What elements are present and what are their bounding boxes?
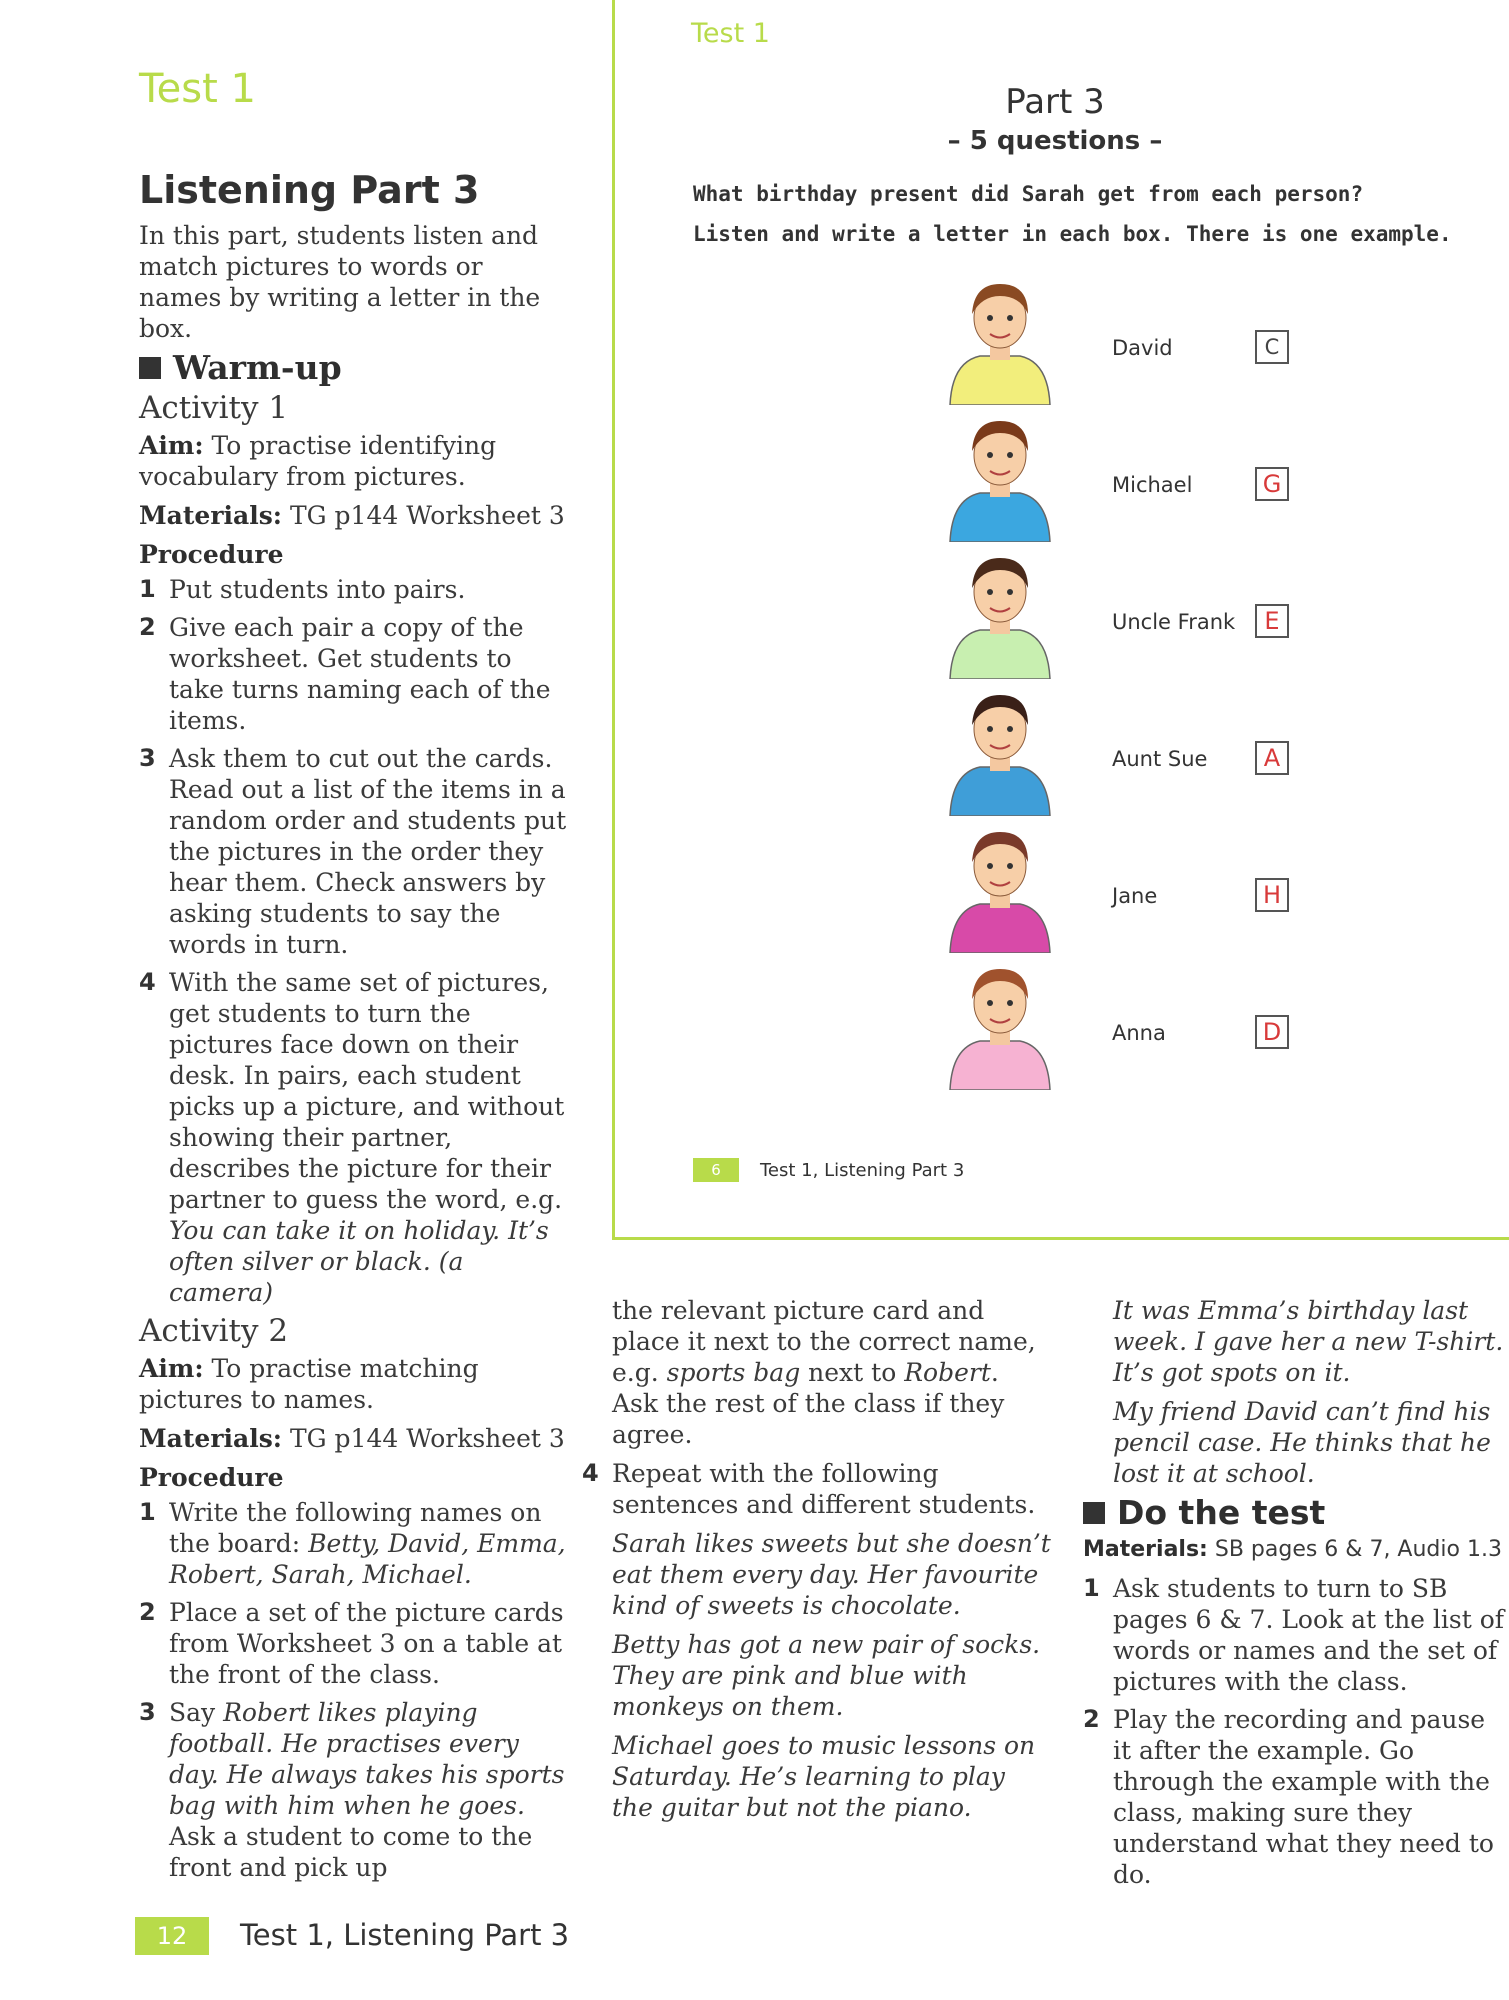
step-text: Play the recording and pause it after the example. Go through the example with the class, making sure they understand what they need to do. bbox=[1113, 1705, 1494, 1889]
example-sentence: It was Emma’s birthday last week. I gave her a new T-shirt. It’s got spots on it. bbox=[1113, 1296, 1504, 1387]
step-number: 2 bbox=[1083, 1705, 1100, 1733]
footer-title: Test 1, Listening Part 3 bbox=[240, 1918, 570, 1952]
section-title: Listening Part 3 bbox=[139, 168, 480, 212]
activity2-aim bbox=[139, 1353, 569, 1415]
person-picture bbox=[940, 681, 1060, 820]
text-part: the relevant picture card and place it next to the correct name, e.g. bbox=[612, 1296, 1036, 1387]
step-text-plain: Say bbox=[169, 1698, 224, 1727]
step-text-plain: With the same set of pictures, get students to turn the pictures face down on their desk. In pairs, each student picks up a picture, and without showing their partner, describes the picture for their partner to guess the word, e.g. bbox=[169, 968, 565, 1214]
activity1-aim bbox=[139, 430, 569, 492]
person-picture bbox=[940, 544, 1060, 683]
step-text bbox=[169, 1497, 569, 1590]
activity1-materials bbox=[139, 500, 569, 531]
warmup-heading-label: Warm-up bbox=[173, 348, 342, 387]
activity2-title: Activity 2 bbox=[139, 1313, 289, 1349]
continued-step-text bbox=[612, 1295, 1052, 1450]
aim-label: Aim: bbox=[139, 1354, 204, 1383]
materials-label: Materials: bbox=[139, 1424, 282, 1453]
list-item bbox=[139, 967, 569, 1308]
aim-text: To practise identifying vocabulary from pictures. bbox=[139, 431, 497, 491]
list-item bbox=[139, 1597, 569, 1690]
example-sentence: Robert likes playing football. He practises every day. He always takes his sports bag with him when he goes. bbox=[169, 1698, 565, 1820]
answer-box[interactable]: C bbox=[1255, 330, 1289, 364]
list-item bbox=[582, 1458, 1052, 1520]
sb-page-number: 6 bbox=[693, 1158, 739, 1182]
step-number: 1 bbox=[1083, 1574, 1100, 1602]
step-text bbox=[169, 967, 569, 1308]
page-number: 12 bbox=[135, 1917, 209, 1955]
step-number: 3 bbox=[139, 744, 156, 772]
answer-box[interactable]: A bbox=[1255, 741, 1289, 775]
names-list: Betty, David, Emma, Robert, Sarah, Michael. bbox=[169, 1529, 566, 1589]
activity2-materials bbox=[139, 1423, 569, 1454]
sb-part-title: Part 3 bbox=[1005, 82, 1105, 122]
activity2-procedure-label: Procedure bbox=[139, 1463, 284, 1492]
sb-question-count: – 5 questions – bbox=[947, 126, 1163, 156]
step-text: Ask students to turn to SB pages 6 & 7. Look at the list of words or names and the set of pictures with the class. bbox=[1113, 1574, 1505, 1696]
left-column bbox=[139, 168, 569, 1891]
square-bullet-icon bbox=[1083, 1502, 1105, 1524]
person-name: Uncle Frank bbox=[1112, 610, 1236, 634]
step-text: Put students into pairs. bbox=[169, 575, 466, 604]
step-text-rest: Ask a student to come to the front and pick up bbox=[169, 1822, 533, 1882]
materials-text: TG p144 Worksheet 3 bbox=[282, 1424, 565, 1453]
step-number: 1 bbox=[139, 1498, 156, 1526]
warmup-heading bbox=[139, 348, 569, 387]
step-text bbox=[169, 1697, 569, 1883]
do-test-steps bbox=[1083, 1573, 1509, 1890]
test-header: Test 1 bbox=[139, 66, 256, 112]
person-name: David bbox=[1112, 336, 1173, 360]
person-picture bbox=[940, 270, 1060, 409]
person-picture bbox=[940, 955, 1060, 1094]
list-item bbox=[139, 1497, 569, 1590]
do-the-test-label: Do the test bbox=[1117, 1493, 1326, 1532]
example-sentence: Sarah likes sweets but she doesn’t eat them every day. Her favourite kind of sweets is chocolate. bbox=[612, 1529, 1051, 1620]
sb-instruction-2: Listen and write a letter in each box. There is one example. bbox=[693, 222, 1452, 246]
square-bullet-icon bbox=[139, 357, 161, 379]
person-name: Anna bbox=[1112, 1021, 1166, 1045]
sb-test-label: Test 1 bbox=[691, 18, 770, 49]
step-text: Repeat with the following sentences and different students. bbox=[612, 1459, 1036, 1519]
materials-text: SB pages 6 & 7, Audio 1.3 bbox=[1207, 1537, 1502, 1562]
activity1-steps bbox=[139, 574, 569, 1308]
student-book-page bbox=[612, 0, 1509, 1240]
list-item bbox=[1083, 1573, 1509, 1697]
list-item bbox=[139, 612, 569, 736]
step-number: 2 bbox=[139, 1598, 156, 1626]
answer-box[interactable]: G bbox=[1255, 467, 1289, 501]
answer-box[interactable]: H bbox=[1255, 878, 1289, 912]
do-test-materials bbox=[1083, 1534, 1509, 1565]
step-text-plain: Write the following names on the board: bbox=[169, 1498, 542, 1558]
step-text: Give each pair a copy of the worksheet. Get students to take turns naming each of the items. bbox=[169, 613, 551, 735]
list-item bbox=[139, 743, 569, 960]
step-number: 2 bbox=[139, 613, 156, 641]
answer-box[interactable]: D bbox=[1255, 1015, 1289, 1049]
middle-steps bbox=[582, 1458, 1052, 1520]
step-text: Place a set of the picture cards from Worksheet 3 on a table at the front of the class. bbox=[169, 1598, 564, 1689]
example-sentence: Michael goes to music lessons on Saturday. He’s learning to play the guitar but not the piano. bbox=[612, 1731, 1036, 1822]
text-italic: sports bag bbox=[666, 1358, 801, 1387]
step-example: You can take it on holiday. It’s often silver or black. (a camera) bbox=[169, 1216, 549, 1307]
materials-text: TG p144 Worksheet 3 bbox=[282, 501, 565, 530]
person-picture bbox=[940, 818, 1060, 957]
person-picture bbox=[940, 407, 1060, 546]
step-number: 1 bbox=[139, 575, 156, 603]
example-sentence: Betty has got a new pair of socks. They are pink and blue with monkeys on them. bbox=[612, 1630, 1041, 1721]
list-item bbox=[139, 574, 569, 605]
step-text: Ask them to cut out the cards. Read out a list of the items in a random order and students put the pictures in the order they hear them. Check answers by asking students to say the words in turn. bbox=[169, 744, 567, 959]
person-name: Jane bbox=[1112, 884, 1158, 908]
activity2-steps bbox=[139, 1497, 569, 1883]
list-item bbox=[139, 1697, 569, 1883]
right-column bbox=[1083, 1295, 1509, 1898]
intro-text: In this part, students listen and match pictures to words or names by writing a letter in the box. bbox=[139, 221, 541, 343]
answer-box[interactable]: E bbox=[1255, 604, 1289, 638]
text-part: . Ask the rest of the class if they agree. bbox=[612, 1358, 1005, 1449]
sb-instruction-1: What birthday present did Sarah get from each person? bbox=[693, 182, 1364, 206]
activity1-procedure-label: Procedure bbox=[139, 540, 284, 569]
text-italic: Robert bbox=[904, 1358, 991, 1387]
aim-text: To practise matching pictures to names. bbox=[139, 1354, 479, 1414]
materials-label: Materials: bbox=[139, 501, 282, 530]
do-the-test-heading bbox=[1083, 1493, 1509, 1532]
activity1-title: Activity 1 bbox=[139, 390, 289, 426]
step-number: 3 bbox=[139, 1698, 156, 1726]
sb-footer-title: Test 1, Listening Part 3 bbox=[760, 1160, 965, 1181]
person-name: Michael bbox=[1112, 473, 1193, 497]
text-part: next to bbox=[800, 1358, 905, 1387]
step-number: 4 bbox=[582, 1459, 599, 1487]
aim-label: Aim: bbox=[139, 431, 204, 460]
person-name: Aunt Sue bbox=[1112, 747, 1208, 771]
example-sentence: My friend David can’t find his pencil case. He thinks that he lost it at school. bbox=[1113, 1397, 1491, 1488]
step-number: 4 bbox=[139, 968, 156, 996]
list-item bbox=[1083, 1704, 1509, 1890]
middle-column bbox=[582, 1295, 1052, 1831]
materials-label: Materials: bbox=[1083, 1537, 1208, 1562]
